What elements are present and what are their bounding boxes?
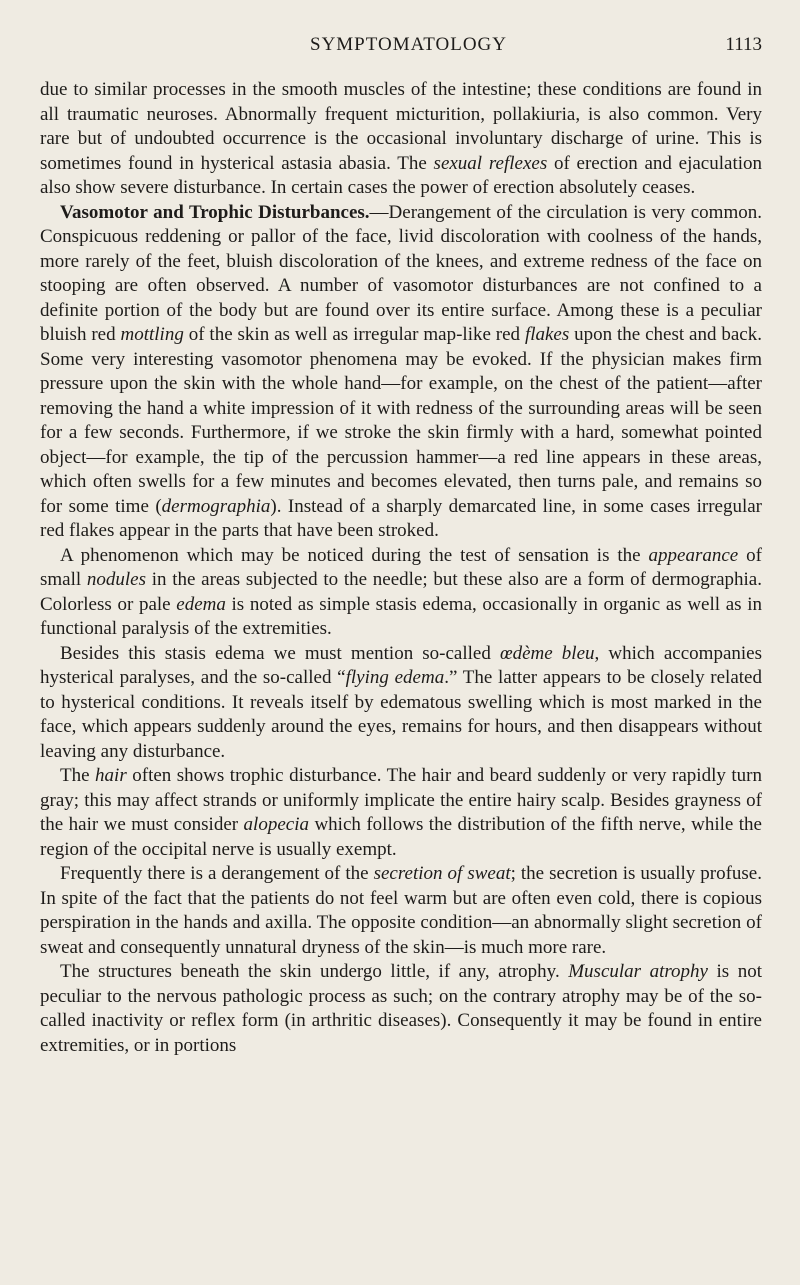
italic-term: sexual reflexes	[433, 152, 548, 174]
paragraph-text: Besides this stasis edema we must mention so-called	[60, 642, 500, 664]
paragraph	[40, 642, 762, 765]
paragraph-text: ). Instead of a sharply demarcated line, in some cases irregular red flakes appear in the parts that have been stroked.	[40, 495, 762, 541]
paragraph-text: , which accompanies hysterical paralyses, and the so-called “	[40, 642, 762, 688]
paragraph	[40, 544, 762, 642]
section-heading: Vasomotor and Trophic Disturbances.	[60, 201, 370, 223]
paragraph-text: ; the secretion is usually profuse. In spite of the fact that the patients do not feel warm but are often even cold, there is copious perspiration in the hands and axilla. The opposite condition—an abnormally slight secretion of sweat and consequently unnatural dryness of the skin—is much more rare.	[40, 863, 762, 958]
paragraph-text: which follows the distribution of the fifth nerve, while the region of the occipital nerve is usually exempt.	[40, 814, 762, 860]
paragraph-text: The structures beneath the skin undergo little, if any, atrophy.	[60, 961, 569, 982]
italic-term: hair	[95, 765, 127, 786]
paragraph-text: The	[60, 765, 96, 786]
paragraph-text: .” The latter appears to be closely related to hysterical conditions. It reveals itself by edematous swelling which is most marked in the face, which appears suddenly around the eyes, remains for hours, and then disappears without leaving any disturbance.	[40, 667, 762, 762]
italic-term: mottling	[120, 324, 184, 345]
paragraph-text: is not peculiar to the nervous pathologic process as such; on the contrary atrophy may be of the so-called inactivity or reflex form (in arthritic diseases). Consequently it may be found in entire extremities, or in portions	[40, 961, 763, 1056]
paragraph	[40, 78, 762, 201]
page-number: 1113	[725, 34, 762, 55]
paragraph-text: of the skin as well as irregular map-like red	[183, 324, 525, 345]
paragraph	[40, 764, 762, 862]
paragraph-text: in the areas subjected to the needle; but these also are a form of dermographia. Colorless or pale	[40, 569, 762, 615]
italic-term: appearance	[648, 544, 739, 566]
paragraph-text: is noted as simple stasis edema, occasionally in organic as well as in functional paralysis of the extremities.	[40, 593, 762, 639]
paragraph	[40, 201, 762, 544]
paragraph-text: of small	[40, 544, 763, 590]
italic-term: œdème bleu	[499, 642, 595, 664]
paragraph-text: A phenomenon which may be noticed during the test of sensation is the	[60, 544, 649, 566]
body-text	[40, 78, 762, 1058]
italic-term: flakes	[524, 324, 570, 345]
italic-term: dermographia	[161, 495, 271, 517]
italic-term: edema	[176, 593, 226, 615]
paragraph-text: —Derangement of the circulation is very common. Conspicuous reddening or pallor of the face, livid discoloration with coolness of the hands, more rarely of the feet, bluish discoloration of the knees, and extreme redness of the face on stooping are often observed. A number of vasomotor disturbances are not confined to a definite portion of the body but are found over its entire surface. Among these is a peculiar bluish red	[40, 201, 762, 345]
paragraph-text: of erection and ejaculation also show severe disturbance. In certain cases the power of erection absolutely ceases.	[40, 152, 763, 198]
italic-term: alopecia	[243, 814, 309, 835]
italic-term: flying edema	[345, 667, 445, 688]
paragraph-text: upon the chest and back. Some very interesting vasomotor phenomena may be evoked. If the physician makes firm pressure upon the skin with the whole hand—for example, on the chest of the patient—after removing the hand a white impression of it with redness of the surrounding areas will be seen for a few seconds. Furthermore, if we stroke the skin firmly with a hard, somewhat pointed object—for example, the tip of the percussion hammer—a red line appears in these areas, which often swells for a few minutes and becomes elevated, then turns pale, and remains so for some time (	[40, 324, 762, 517]
italic-term: nodules	[86, 569, 146, 590]
italic-term: Muscular atrophy	[568, 961, 708, 982]
paragraph-text: often shows trophic disturbance. The hair and beard suddenly or very rapidly turn gray; this may affect strands or uniformly implicate the entire hairy scalp. Besides grayness of the hair we must consider	[40, 765, 762, 835]
running-head	[40, 30, 762, 60]
italic-term: secretion of sweat	[373, 863, 511, 884]
paragraph	[40, 960, 762, 1058]
paragraph	[40, 862, 762, 960]
running-title: SYMPTOMATOLOGY	[310, 34, 507, 55]
book-page	[40, 30, 762, 1058]
paragraph-text: due to similar processes in the smooth muscles of the intestine; these conditions are found in all traumatic neuroses. Abnormally frequent micturition, pollakiuria, is also common. Very rare but of undoubted occurrence is the occasional involuntary discharge of urine. This is sometimes found in hysterical astasia abasia. The	[40, 79, 762, 174]
paragraph-text: Frequently there is a derangement of the	[60, 863, 374, 884]
